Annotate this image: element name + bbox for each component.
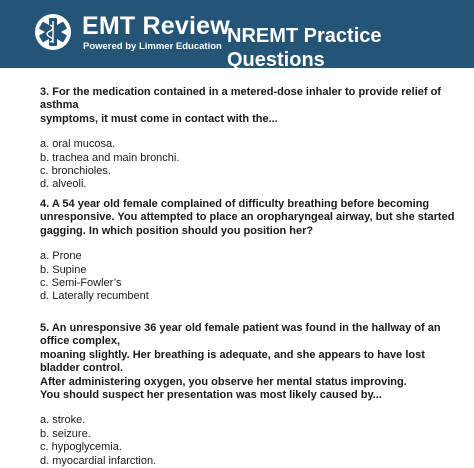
option-d: d. myocardial infarction.: [40, 454, 157, 467]
question-text: 5. An unresponsive 36 year old female patient was found in the hallway of an office complex, moaning slightly. Her breathing is adequate, and she appears to have lost bladder control. After administering oxygen, you observe her mental status improving. You should suspect her presentation was most likely caused by...: [40, 322, 441, 402]
option-b: b. seizure.: [40, 427, 91, 440]
question-5: [40, 322, 460, 468]
option-b: b. Supine: [40, 263, 87, 276]
question-text: 4. A 54 year old female complained of difficulty breathing before becoming unresponsive. You attempted to place an oropharyngeal airway, but she started gagging. In which position should you position her?: [40, 198, 455, 237]
star-of-life-icon: [34, 13, 72, 51]
page-title: NREMT Practice Questions: [227, 25, 382, 71]
brand-name: EMT Review: [82, 12, 230, 40]
question-4: [40, 198, 460, 304]
option-list: [40, 250, 460, 304]
header-banner: [0, 0, 474, 71]
option-c: c. hypoglycemia.: [40, 441, 122, 454]
option-c: c. Semi-Fowler’s: [40, 277, 122, 290]
option-list: [40, 414, 460, 468]
option-a: a. stroke.: [40, 414, 86, 427]
option-d: d. Laterally recumbent: [40, 290, 149, 303]
question-text: 3. For the medication contained in a metered-dose inhaler to provide relief of asthma symptoms, it must come in contact with the...: [40, 86, 441, 125]
question-3: [40, 86, 460, 192]
option-d: d. alveoli.: [40, 178, 87, 191]
option-b: b. trachea and main bronchi.: [40, 151, 180, 164]
brand-tagline: Powered by Limmer Education: [83, 41, 222, 52]
option-a: a. Prone: [40, 250, 82, 263]
option-c: c. bronchioles.: [40, 165, 111, 178]
option-list: [40, 138, 460, 192]
option-a: a. oral mucosa.: [40, 138, 116, 151]
